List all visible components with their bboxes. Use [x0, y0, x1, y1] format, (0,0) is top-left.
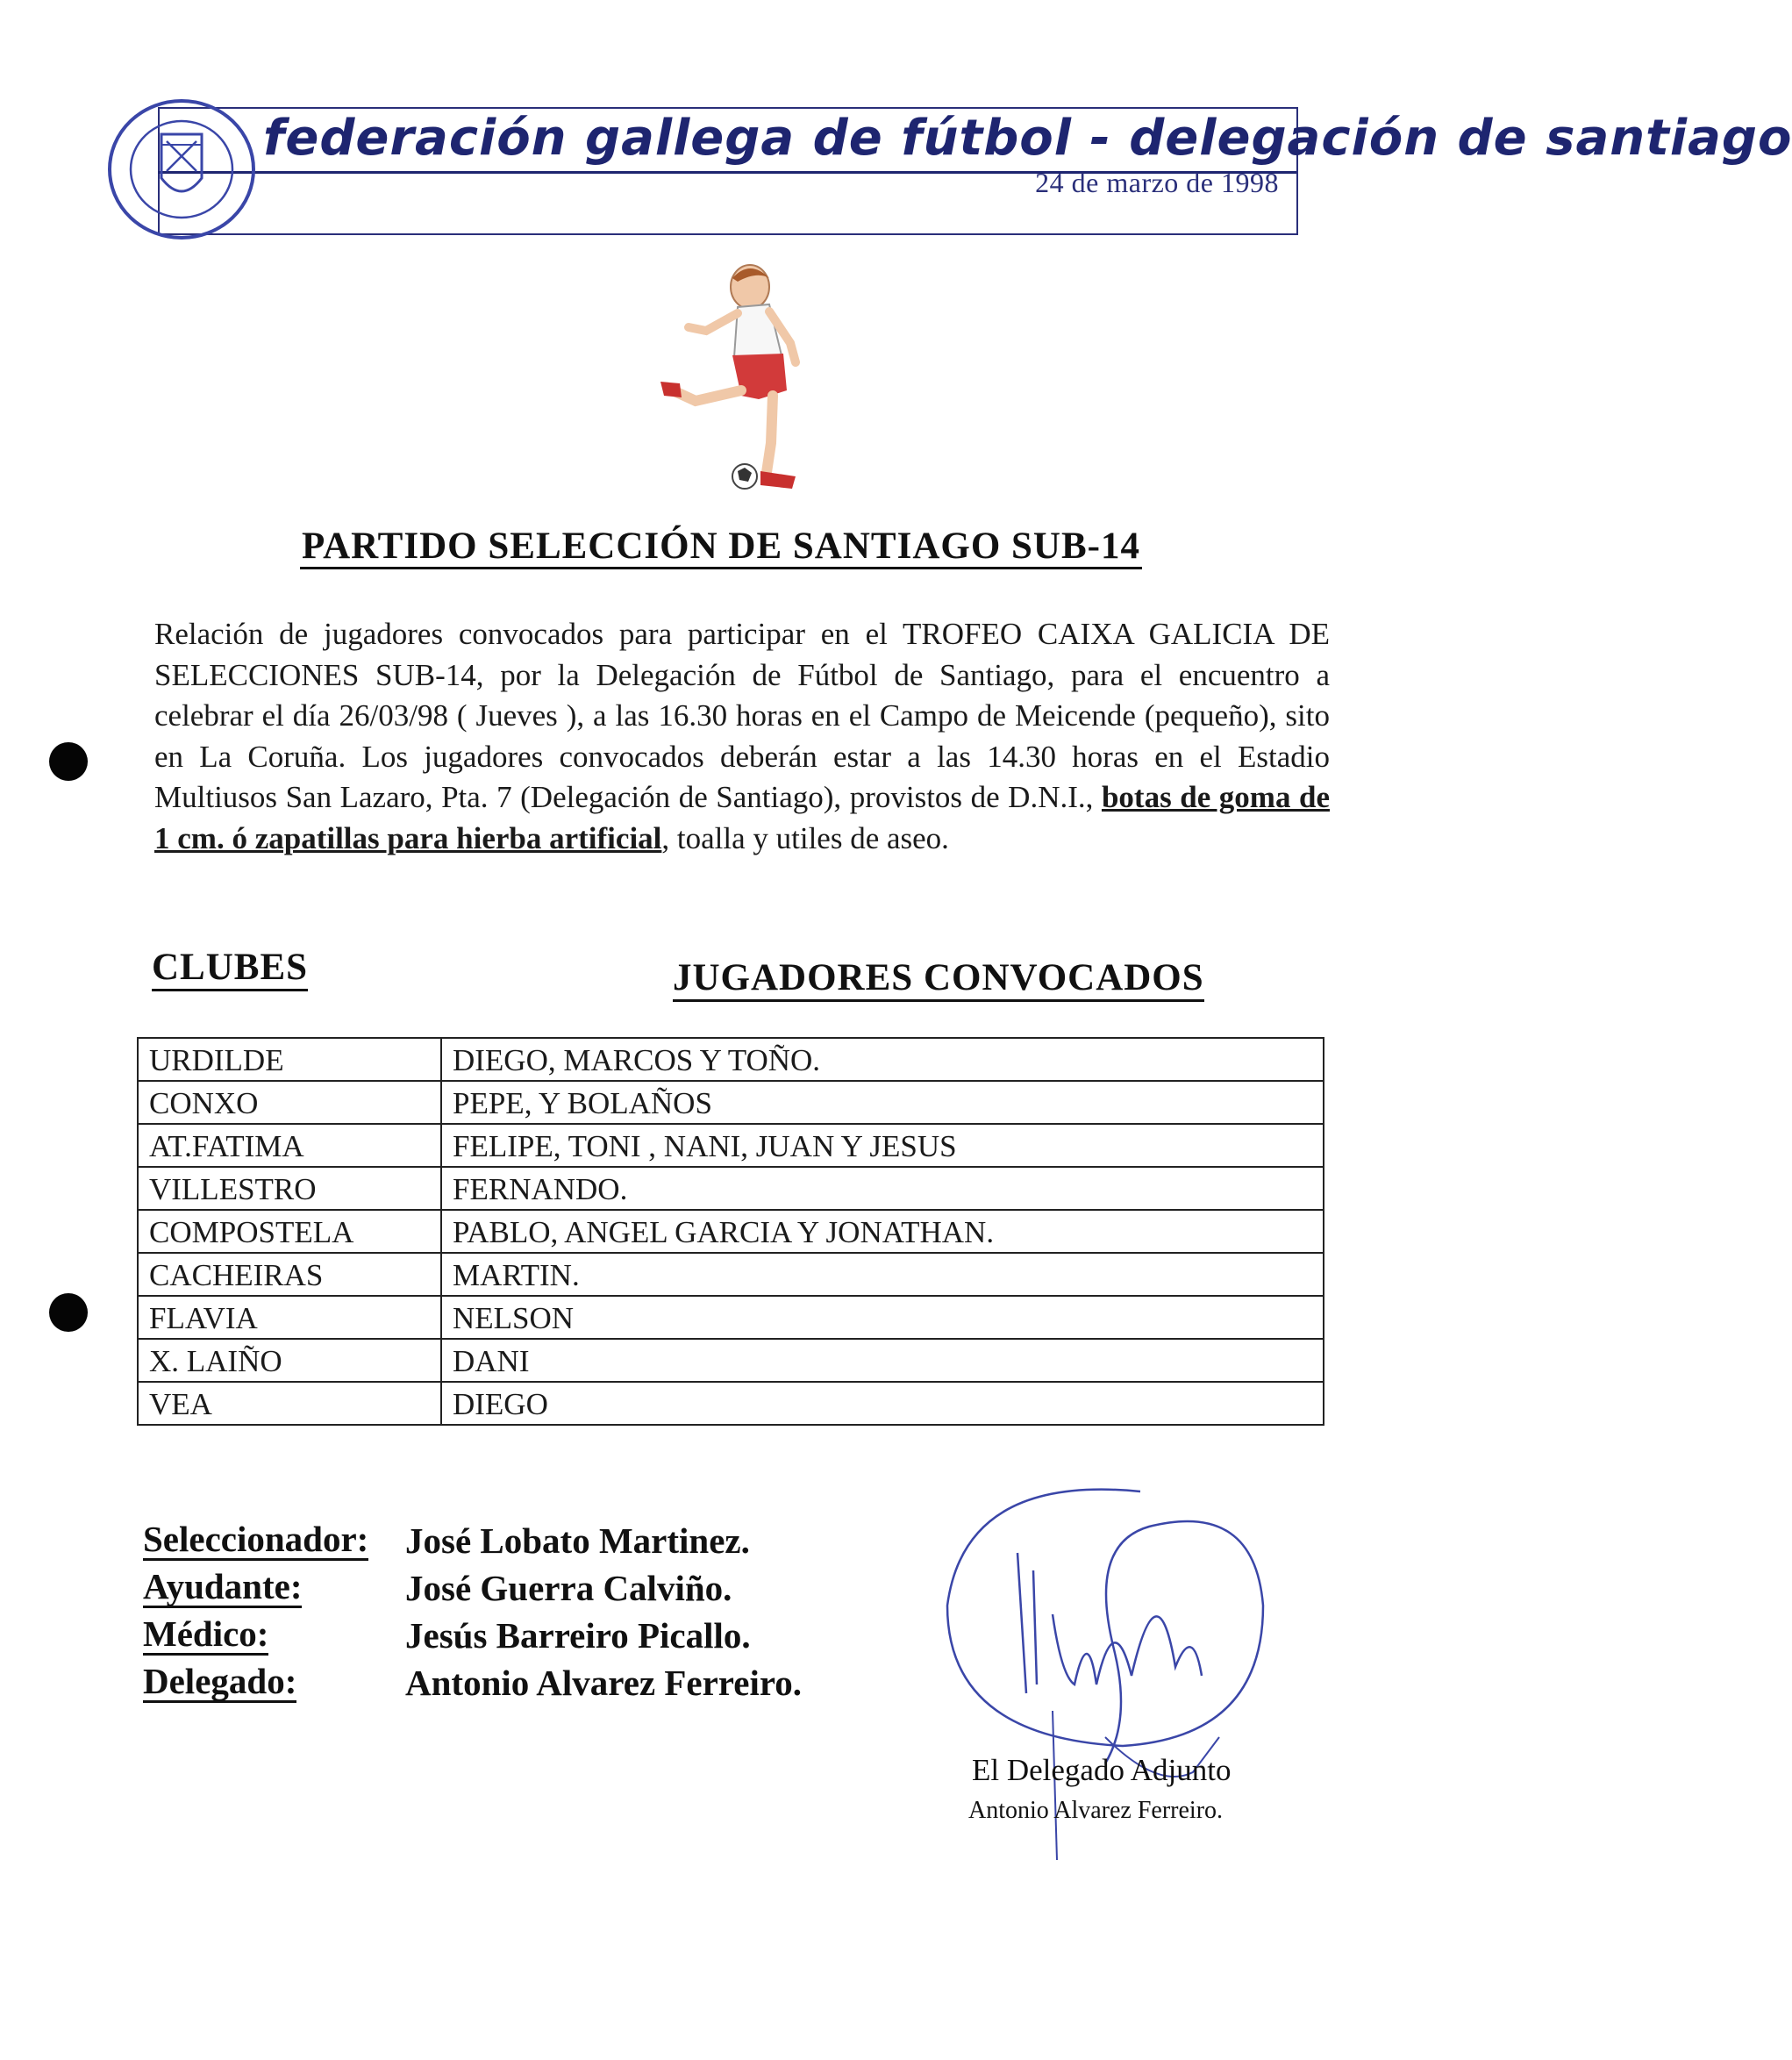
staff-name-delegate: Antonio Alvarez Ferreiro. — [405, 1663, 803, 1703]
club-cell: CACHEIRAS — [138, 1253, 441, 1296]
players-cell: DANI — [441, 1339, 1324, 1382]
federation-seal — [98, 92, 265, 241]
football-player-illustration — [653, 259, 838, 496]
letterhead-title: federación gallega de fútbol - delegación de santiago — [263, 110, 1792, 167]
staff-name-coach: José Lobato Martinez. — [405, 1520, 750, 1561]
players-cell: FERNANDO. — [441, 1167, 1324, 1210]
signature-name: Antonio Alvarez Ferreiro. — [968, 1797, 1224, 1824]
players-cell: PABLO, ANGEL GARCIA Y JONATHAN. — [441, 1210, 1324, 1253]
club-cell: AT.FATIMA — [138, 1124, 441, 1167]
staff-role-assistant: Ayudante: — [143, 1566, 303, 1606]
intro-paragraph — [154, 614, 1330, 859]
table-row — [138, 1253, 1324, 1296]
players-cell: PEPE, Y BOLAÑOS — [441, 1081, 1324, 1124]
club-cell: X. LAIÑO — [138, 1339, 441, 1382]
club-cell: VEA — [138, 1382, 441, 1425]
table-row — [138, 1081, 1324, 1124]
club-cell: VILLESTRO — [138, 1167, 441, 1210]
table-row — [138, 1124, 1324, 1167]
club-cell: FLAVIA — [138, 1296, 441, 1339]
staff-role-delegate: Delegado: — [143, 1661, 297, 1701]
players-cell: MARTIN. — [441, 1253, 1324, 1296]
staff-name-doctor: Jesús Barreiro Picallo. — [405, 1615, 751, 1656]
intro-emphasis: botas de goma de 1 cm. ó zapatillas para hierba artificial — [154, 780, 1330, 855]
players-heading: JUGADORES CONVOCADOS — [673, 956, 1204, 1002]
players-cell: DIEGO — [441, 1382, 1324, 1425]
signature-title: El Delegado Adjunto — [972, 1753, 1232, 1787]
players-cell: NELSON — [441, 1296, 1324, 1339]
intro-text: Relación de jugadores convocados para participar en el TROFEO CAIXA GALICIA DE SELECCIONES SUB-14, por la Delegación de Fútbol de Santiago, para el encuentro a celebrar el día 26/03/98 ( Jueves ), a las 16.30 horas en el Campo de Meicende (pequeño), sito en La Coruña. Los jugadores convocados deberán estar a las 14.30 horas en el Estadio Multiusos San Lazaro, Pta. 7 (Delegación de Santiago), provistos de D.N.I., — [154, 617, 1330, 814]
document-title-text: PARTIDO SELECCIÓN DE SANTIAGO SUB-14 — [300, 526, 1142, 569]
players-cell: DIEGO, MARCOS Y TOÑO. — [441, 1038, 1324, 1081]
letterhead-date: 24 de marzo de 1998 — [1035, 167, 1279, 198]
club-cell: URDILDE — [138, 1038, 441, 1081]
staff-role-coach: Seleccionador: — [143, 1519, 369, 1559]
clubs-heading: CLUBES — [152, 946, 308, 991]
punch-hole — [49, 1293, 88, 1332]
table-row — [138, 1167, 1324, 1210]
players-cell: FELIPE, TONI , NANI, JUAN Y JESUS — [441, 1124, 1324, 1167]
table-row — [138, 1339, 1324, 1382]
roster-table — [137, 1037, 1324, 1426]
intro-text-end: , toalla y utiles de aseo. — [661, 820, 949, 855]
table-row — [138, 1038, 1324, 1081]
staff-role-doctor: Médico: — [143, 1613, 269, 1654]
table-row — [138, 1210, 1324, 1253]
club-cell: COMPOSTELA — [138, 1210, 441, 1253]
table-row — [138, 1382, 1324, 1425]
document-title — [0, 525, 1442, 568]
punch-hole — [49, 742, 88, 781]
table-row — [138, 1296, 1324, 1339]
club-cell: CONXO — [138, 1081, 441, 1124]
staff-name-assistant: José Guerra Calviño. — [405, 1568, 732, 1608]
